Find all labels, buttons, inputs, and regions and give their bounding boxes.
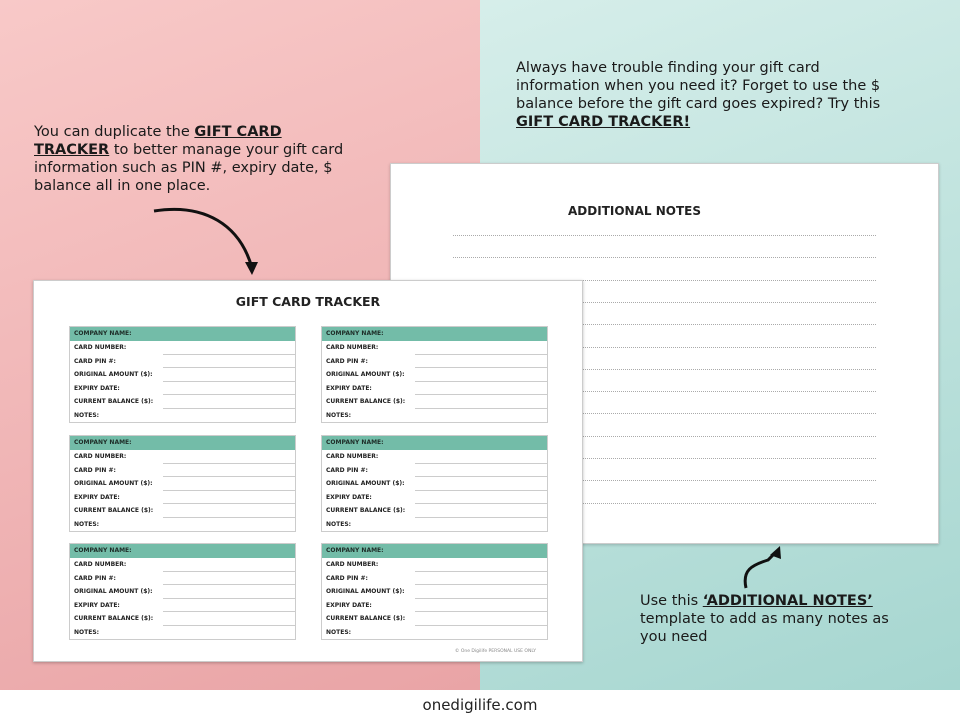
company-name-header[interactable]: COMPANY NAME: (322, 436, 547, 450)
field-label: ORIGINAL AMOUNT ($): (74, 371, 153, 378)
field-label: CURRENT BALANCE ($): (326, 398, 406, 405)
company-name-header[interactable]: COMPANY NAME: (70, 544, 295, 558)
field-label: ORIGINAL AMOUNT ($): (74, 480, 153, 487)
field-label: NOTES: (74, 411, 100, 419)
company-name-header[interactable]: COMPANY NAME: (322, 544, 547, 558)
field-label: CARD NUMBER: (74, 344, 127, 351)
field-label: CARD PIN #: (74, 574, 116, 582)
field-label: CURRENT BALANCE ($): (74, 398, 154, 405)
field-label: EXPIRY DATE: (74, 384, 120, 392)
field-label: CURRENT BALANCE ($): (74, 507, 154, 514)
company-name-header[interactable]: COMPANY NAME: (70, 327, 295, 341)
field-label: NOTES: (326, 628, 352, 636)
field-label: EXPIRY DATE: (326, 601, 372, 609)
field-label: CARD NUMBER: (326, 453, 379, 460)
company-name-header[interactable]: COMPANY NAME: (70, 436, 295, 450)
field-label: NOTES: (74, 520, 100, 528)
field-label: CARD PIN #: (326, 357, 368, 365)
tracker-footer: © One Digilife PERSONAL USE ONLY (454, 649, 536, 654)
bottom-callout: Use this ‘ADDITIONAL NOTES’ template to add as many notes as you need (640, 593, 889, 645)
left-callout: You can duplicate the GIFT CARD TRACKER to better manage your gift card information such as PIN #, expiry date, $ balance all in one place. (34, 124, 344, 194)
field-label: ORIGINAL AMOUNT ($): (326, 480, 405, 487)
field-label: CARD PIN #: (74, 466, 116, 474)
field-label: NOTES: (74, 628, 100, 636)
field-label: CURRENT BALANCE ($): (74, 615, 154, 622)
field-label: CARD PIN #: (74, 357, 116, 365)
company-name-header[interactable]: COMPANY NAME: (322, 327, 547, 341)
field-label: CARD PIN #: (326, 574, 368, 582)
field-label: CARD NUMBER: (326, 561, 379, 568)
additional-notes-title: ADDITIONAL NOTES (568, 204, 701, 218)
field-label: ORIGINAL AMOUNT ($): (74, 588, 153, 595)
field-label: CARD PIN #: (326, 466, 368, 474)
field-label: NOTES: (326, 520, 352, 528)
field-label: CARD NUMBER: (74, 561, 127, 568)
field-label: EXPIRY DATE: (74, 601, 120, 609)
field-label: CURRENT BALANCE ($): (326, 507, 406, 514)
tracker-title: GIFT CARD TRACKER (235, 294, 381, 309)
field-label: EXPIRY DATE: (326, 493, 372, 501)
field-label: CURRENT BALANCE ($): (326, 615, 406, 622)
field-label: EXPIRY DATE: (74, 493, 120, 501)
field-label: CARD NUMBER: (326, 344, 379, 351)
website-url: onedigilife.com (422, 696, 538, 714)
right-callout: Always have trouble finding your gift card information when you need it? Forget to use the $ balance before the gift card goes expired? Try this GIFT CARD TRACKER! (516, 60, 881, 130)
field-label: EXPIRY DATE: (326, 384, 372, 392)
field-label: CARD NUMBER: (74, 453, 127, 460)
field-label: ORIGINAL AMOUNT ($): (326, 371, 405, 378)
field-label: ORIGINAL AMOUNT ($): (326, 588, 405, 595)
field-label: NOTES: (326, 411, 352, 419)
